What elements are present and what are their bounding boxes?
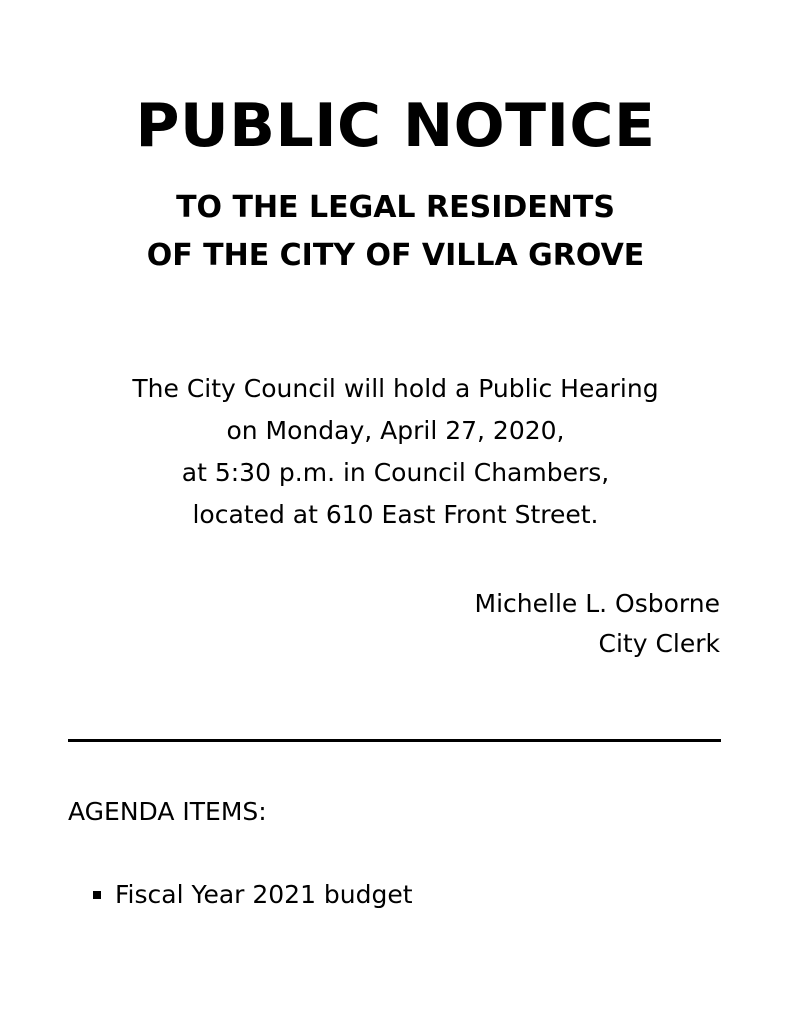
notice-title: PUBLIC NOTICE — [135, 91, 656, 161]
subtitle-line: TO THE LEGAL RESIDENTS — [176, 190, 615, 225]
signer-role: City Clerk — [598, 629, 720, 658]
agenda-item-label: Fiscal Year 2021 budget — [115, 880, 413, 909]
notice-subtitle — [0, 184, 791, 280]
announcement-line: on Monday, April 27, 2020, — [226, 416, 565, 445]
subtitle-line: OF THE CITY OF VILLA GROVE — [146, 238, 645, 273]
announcement-line: The City Council will hold a Public Hearing — [132, 374, 659, 403]
announcement-line: located at 610 East Front Street. — [192, 500, 599, 529]
signature-block — [475, 584, 720, 664]
agenda-heading: AGENDA ITEMS: — [68, 797, 267, 826]
agenda-item — [93, 876, 413, 914]
signer-name: Michelle L. Osborne — [474, 589, 720, 618]
section-divider — [68, 739, 721, 742]
announcement-line: at 5:30 p.m. in Council Chambers, — [181, 458, 610, 487]
agenda-list — [93, 876, 413, 914]
square-bullet-icon — [93, 891, 101, 899]
hearing-announcement — [0, 368, 791, 536]
